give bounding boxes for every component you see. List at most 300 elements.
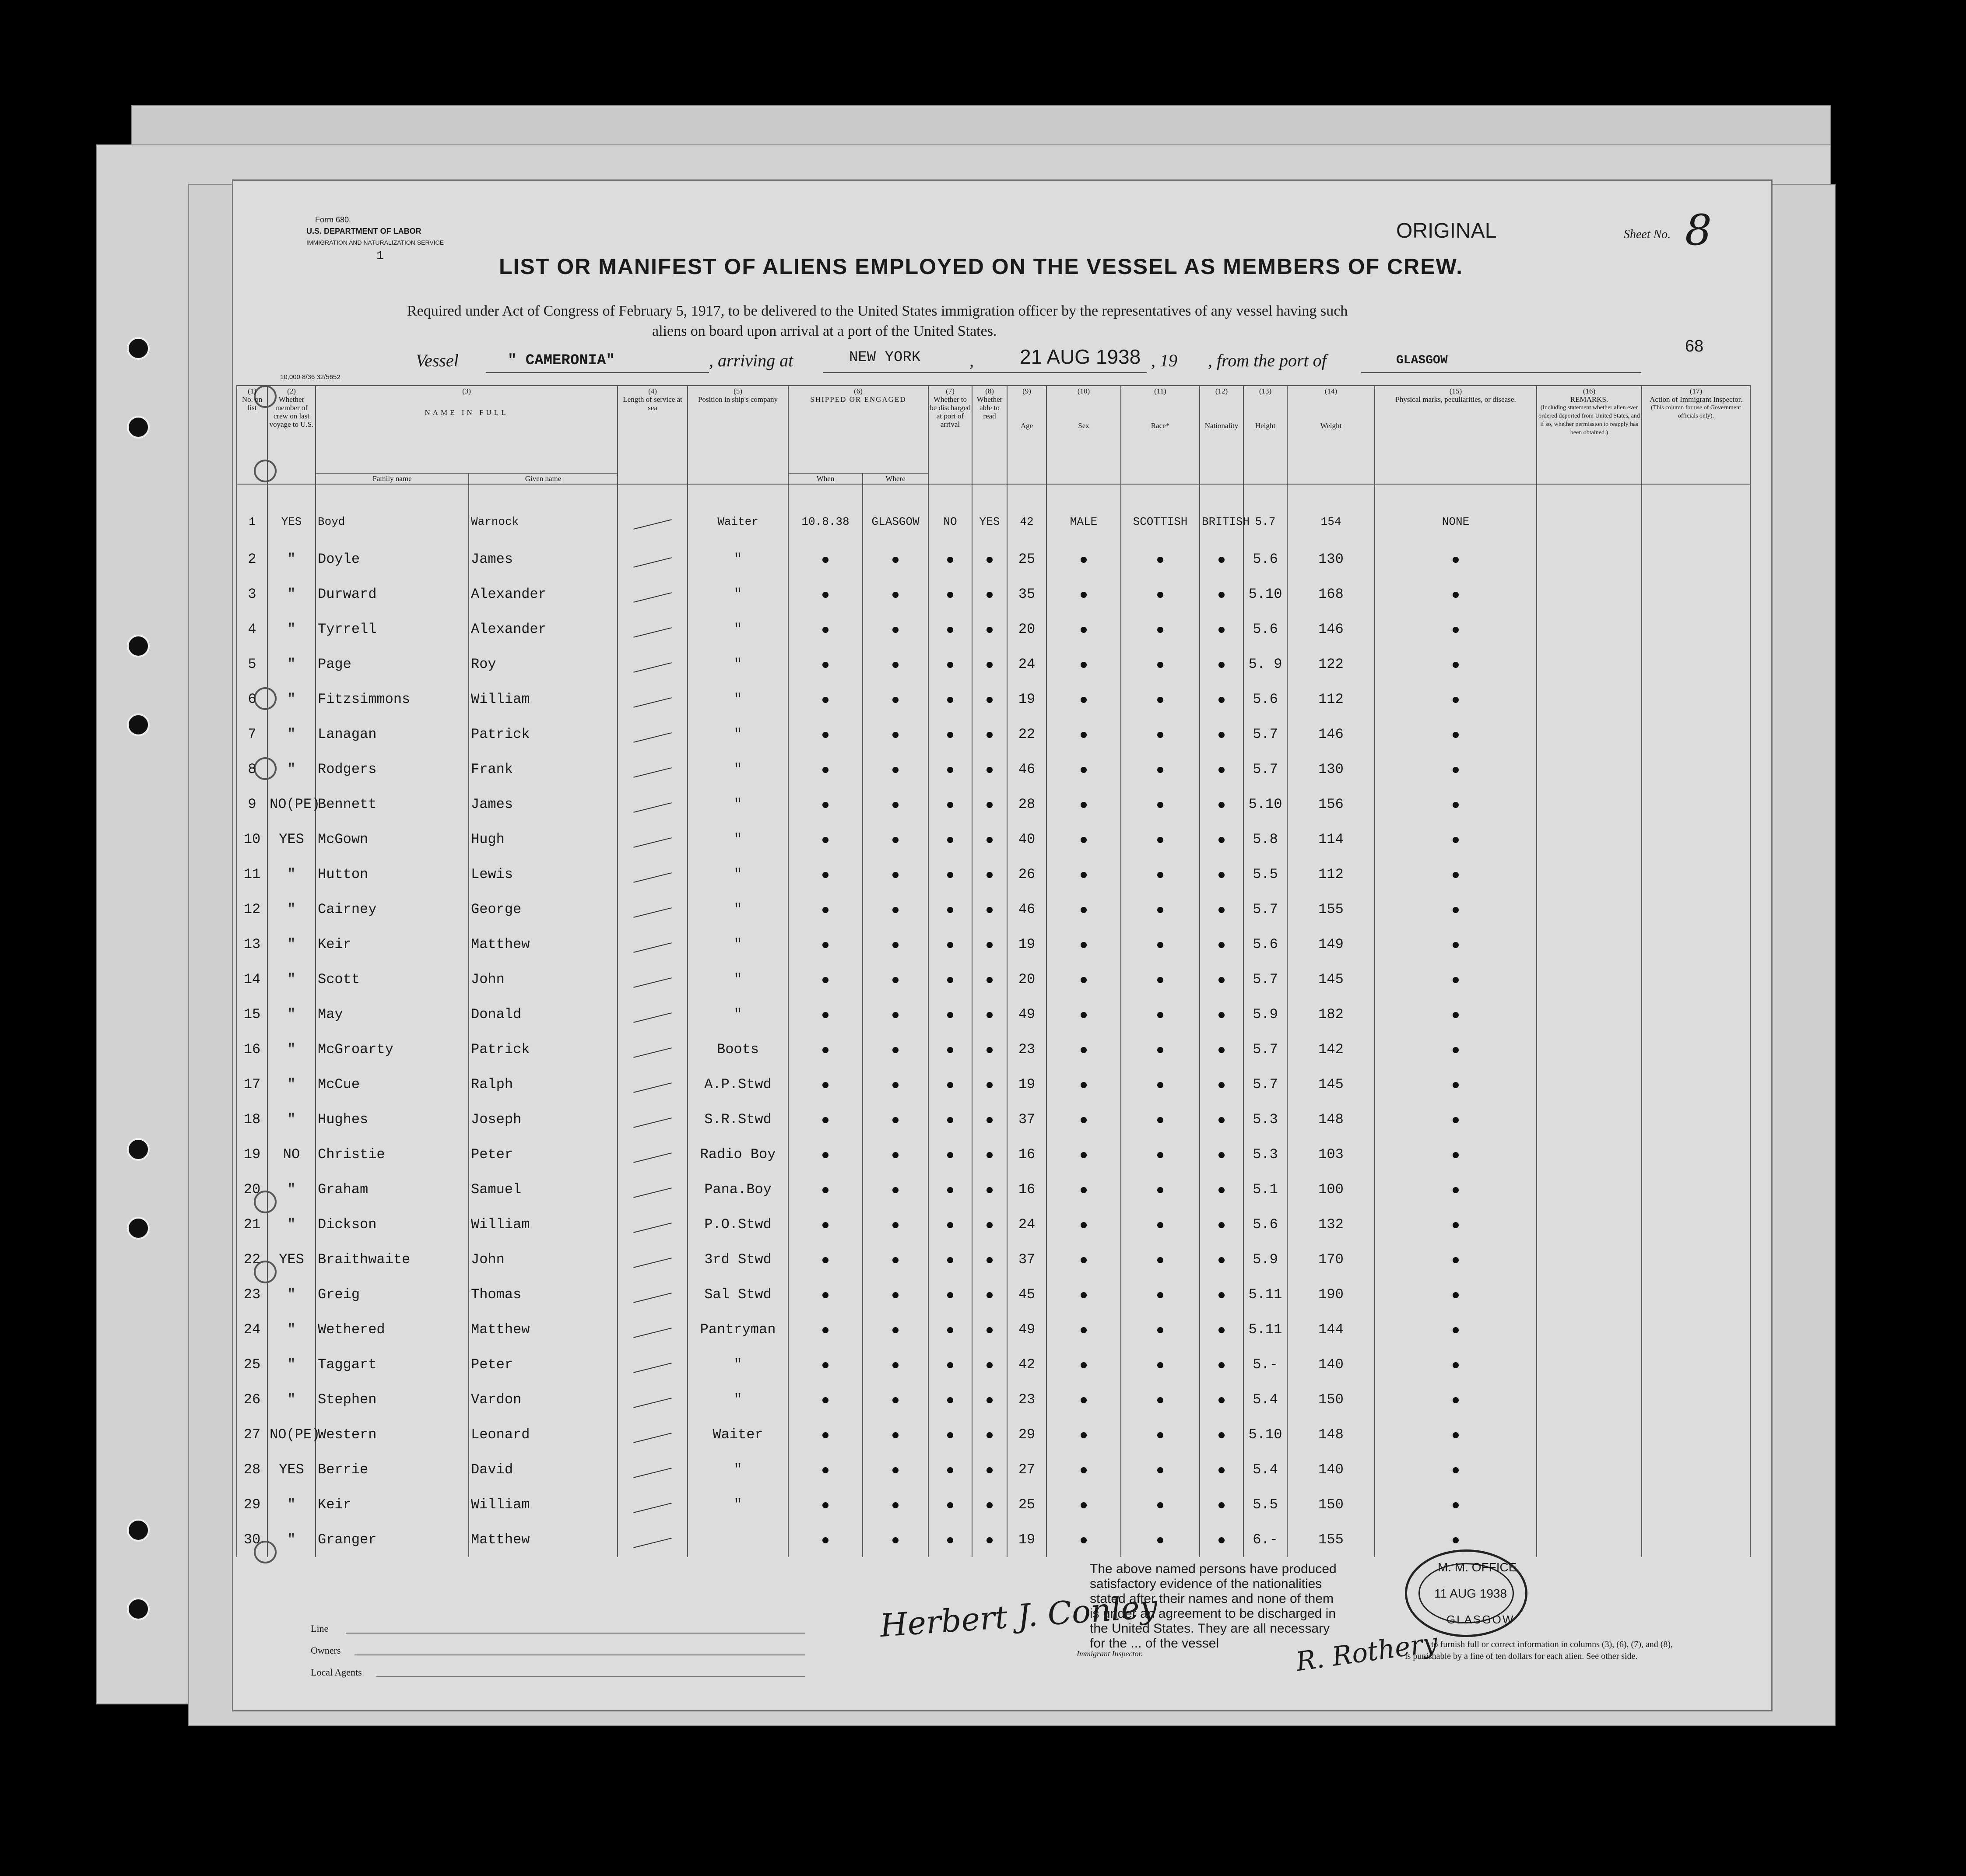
cell-read [972, 1137, 1007, 1172]
cell-age: 20 [1007, 611, 1046, 646]
cell-when [788, 1452, 863, 1487]
cell-physical-marks [1375, 1347, 1537, 1382]
ditto-dot [1453, 1397, 1459, 1403]
ditto-dot [1218, 837, 1225, 843]
cell-discharged [928, 1347, 972, 1382]
col-family-name-header: Family name [316, 473, 469, 484]
cell-physical-marks [1375, 1207, 1537, 1242]
ditto-dot [1453, 1537, 1459, 1543]
ditto-dot [1157, 837, 1163, 843]
cell-position: 3rd Stwd [688, 1242, 788, 1277]
cell-length [618, 646, 688, 682]
cell-discharged [928, 962, 972, 997]
cell-action [1642, 857, 1750, 892]
cell-prev-voyage: YES [267, 1452, 316, 1487]
cell-sex [1046, 1172, 1121, 1207]
cell-nationality [1200, 1487, 1243, 1522]
cell-sex [1046, 1242, 1121, 1277]
ditto-dot [892, 942, 899, 948]
ditto-dot [947, 942, 953, 948]
length-dash-mark [633, 557, 672, 568]
cell-height: 5.6 [1243, 927, 1287, 962]
ditto-dot [892, 1047, 899, 1053]
cell-no: 20 [237, 1172, 267, 1207]
cell-given-name: John [469, 962, 618, 997]
cell-read [972, 1487, 1007, 1522]
ditto-dot [892, 1222, 899, 1228]
cell-sex [1046, 1277, 1121, 1312]
crew-row [237, 1207, 1750, 1242]
cell-nationality [1200, 1417, 1243, 1452]
length-dash-mark [633, 1503, 672, 1513]
cell-when [788, 1172, 863, 1207]
cell-position: Waiter [688, 484, 788, 541]
cell-when [788, 857, 863, 892]
cell-no: 18 [237, 1102, 267, 1137]
cell-race [1121, 892, 1200, 927]
ditto-dot [1453, 1467, 1459, 1473]
cell-physical-marks [1375, 1382, 1537, 1417]
crew-row [237, 752, 1750, 787]
cell-position: " [688, 541, 788, 576]
cell-nationality [1200, 752, 1243, 787]
cell-read [972, 787, 1007, 822]
cell-discharged [928, 682, 972, 717]
cell-action [1642, 1207, 1750, 1242]
cell-given-name: Alexander [469, 576, 618, 611]
cell-action [1642, 1417, 1750, 1452]
cell-when [788, 1032, 863, 1067]
cell-height: 5.6 [1243, 682, 1287, 717]
col-nationality-header: (12) Nationality [1200, 386, 1243, 484]
cell-race [1121, 611, 1200, 646]
cell-nationality [1200, 717, 1243, 752]
form-number: Form 680. [315, 215, 351, 224]
cell-height: 5.7 [1243, 717, 1287, 752]
ditto-dot [822, 1257, 829, 1263]
cell-length [618, 1172, 688, 1207]
cell-weight: 112 [1287, 682, 1375, 717]
cell-age: 19 [1007, 1067, 1046, 1102]
cell-length [618, 1452, 688, 1487]
cell-nationality [1200, 822, 1243, 857]
cell-where [863, 962, 928, 997]
ditto-dot [1157, 1187, 1163, 1193]
ditto-dot [1453, 1222, 1459, 1228]
ditto-dot [1157, 767, 1163, 773]
cell-discharged [928, 857, 972, 892]
ditto-dot [1218, 1047, 1225, 1053]
ditto-dot [1081, 557, 1087, 563]
cell-prev-voyage: " [267, 682, 316, 717]
ditto-dot [987, 697, 993, 703]
cell-where [863, 1172, 928, 1207]
cell-no: 26 [237, 1382, 267, 1417]
cell-no: 6 [237, 682, 267, 717]
ditto-dot [822, 1397, 829, 1403]
cell-where [863, 997, 928, 1032]
cell-action [1642, 1312, 1750, 1347]
cell-no: 22 [237, 1242, 267, 1277]
cell-weight: 150 [1287, 1382, 1375, 1417]
crew-row [237, 1137, 1750, 1172]
cell-given-name: James [469, 541, 618, 576]
department: U.S. DEPARTMENT OF LABOR [306, 227, 421, 235]
cell-when [788, 1102, 863, 1137]
cell-race [1121, 1067, 1200, 1102]
cell-physical-marks [1375, 822, 1537, 857]
cell-weight: 150 [1287, 1487, 1375, 1522]
cell-prev-voyage: " [267, 1347, 316, 1382]
cell-family-name: Durward [316, 576, 469, 611]
cell-sex [1046, 1312, 1121, 1347]
ditto-dot [892, 907, 899, 913]
cell-where [863, 646, 928, 682]
ditto-dot [892, 662, 899, 668]
cell-age: 16 [1007, 1172, 1046, 1207]
ditto-dot [947, 1152, 953, 1158]
arriving-comma: , [969, 351, 974, 370]
ditto-dot [1081, 1187, 1087, 1193]
ditto-dot [1453, 1257, 1459, 1263]
ditto-dot [1081, 1117, 1087, 1123]
crew-manifest-table [236, 385, 1751, 1557]
ditto-dot [1157, 1432, 1163, 1438]
ditto-dot [892, 1117, 899, 1123]
ditto-dot [892, 1152, 899, 1158]
cell-physical-marks [1375, 1067, 1537, 1102]
cell-sex [1046, 717, 1121, 752]
ditto-dot [947, 1362, 953, 1368]
cell-family-name: Braithwaite [316, 1242, 469, 1277]
cell-height: 5.10 [1243, 787, 1287, 822]
cell-read [972, 1452, 1007, 1487]
cell-physical-marks [1375, 892, 1537, 927]
crew-row [237, 927, 1750, 962]
cell-family-name: Greig [316, 1277, 469, 1312]
cell-age: 19 [1007, 927, 1046, 962]
cell-physical-marks [1375, 927, 1537, 962]
cell-position: A.P.Stwd [688, 1067, 788, 1102]
cell-nationality [1200, 1452, 1243, 1487]
cell-family-name: Dickson [316, 1207, 469, 1242]
cell-no: 8 [237, 752, 267, 787]
cell-weight: 148 [1287, 1102, 1375, 1137]
cell-age: 46 [1007, 752, 1046, 787]
ditto-dot [1218, 732, 1225, 738]
cell-family-name: Western [316, 1417, 469, 1452]
ditto-dot [822, 1082, 829, 1088]
cell-given-name: John [469, 1242, 618, 1277]
cell-discharged [928, 787, 972, 822]
cell-action [1642, 787, 1750, 822]
ditto-dot [1157, 1117, 1163, 1123]
cell-height: 5.1 [1243, 1172, 1287, 1207]
cell-physical-marks [1375, 787, 1537, 822]
cell-remarks [1537, 997, 1642, 1032]
cell-weight: 146 [1287, 717, 1375, 752]
ditto-dot [822, 1222, 829, 1228]
cell-sex [1046, 576, 1121, 611]
ditto-dot [1081, 1257, 1087, 1263]
ditto-dot [1081, 1152, 1087, 1158]
certification-line-3: stated after their names and none of them [1090, 1591, 1334, 1606]
ditto-dot [1218, 942, 1225, 948]
ditto-dot [1218, 1257, 1225, 1263]
cell-age: 37 [1007, 1102, 1046, 1137]
cell-read [972, 822, 1007, 857]
cell-prev-voyage: " [267, 611, 316, 646]
col-weight-header: (14) Weight [1287, 386, 1375, 484]
cell-weight: 154 [1287, 484, 1375, 541]
cell-family-name: Taggart [316, 1347, 469, 1382]
cell-action [1642, 717, 1750, 752]
cell-position: " [688, 1487, 788, 1522]
ditto-dot [947, 1502, 953, 1508]
cell-given-name: Peter [469, 1347, 618, 1382]
cell-height: 5.7 [1243, 892, 1287, 927]
cell-read [972, 927, 1007, 962]
cell-read: YES [972, 484, 1007, 541]
cell-nationality [1200, 1067, 1243, 1102]
cell-no: 30 [237, 1522, 267, 1557]
crew-row [237, 1522, 1750, 1557]
cell-race [1121, 1522, 1200, 1557]
ditto-dot [1218, 627, 1225, 633]
cell-where [863, 1067, 928, 1102]
cell-when [788, 822, 863, 857]
cell-given-name: Frank [469, 752, 618, 787]
cell-sex [1046, 997, 1121, 1032]
crew-row [237, 962, 1750, 997]
cell-weight: 140 [1287, 1347, 1375, 1382]
ditto-dot [987, 1222, 993, 1228]
cell-given-name: Peter [469, 1137, 618, 1172]
cell-sex [1046, 927, 1121, 962]
cell-when: 10.8.38 [788, 484, 863, 541]
cell-discharged [928, 717, 972, 752]
col-age-header: (9) Age [1007, 386, 1046, 484]
certification-line-6: for the ... of the vessel [1090, 1636, 1219, 1651]
cell-when [788, 892, 863, 927]
cell-length [618, 1522, 688, 1557]
ditto-dot [947, 627, 953, 633]
cell-nationality [1200, 682, 1243, 717]
cell-height: 5.9 [1243, 997, 1287, 1032]
cell-read [972, 1067, 1007, 1102]
ditto-dot [1453, 1117, 1459, 1123]
ditto-dot [892, 1397, 899, 1403]
ditto-dot [1453, 1362, 1459, 1368]
binder-hole [127, 337, 150, 360]
cell-prev-voyage: " [267, 1382, 316, 1417]
cell-physical-marks [1375, 1137, 1537, 1172]
cell-where [863, 1347, 928, 1382]
cell-given-name: Donald [469, 997, 618, 1032]
ditto-dot [947, 1012, 953, 1018]
cell-age: 45 [1007, 1277, 1046, 1312]
length-dash-mark [633, 697, 672, 708]
cell-action [1642, 611, 1750, 646]
cell-no: 9 [237, 787, 267, 822]
ditto-dot [1453, 627, 1459, 633]
cell-discharged [928, 1487, 972, 1522]
cell-height: 5.8 [1243, 822, 1287, 857]
cell-position: " [688, 752, 788, 787]
cell-position: " [688, 822, 788, 857]
cell-family-name: May [316, 997, 469, 1032]
cell-action [1642, 646, 1750, 682]
ditto-dot [892, 732, 899, 738]
cell-discharged [928, 1207, 972, 1242]
ditto-dot [892, 1327, 899, 1333]
ditto-dot [822, 942, 829, 948]
cell-age: 26 [1007, 857, 1046, 892]
cell-when [788, 787, 863, 822]
col-discharged-header: (7) Whether to be discharged at port of arrival [928, 386, 972, 484]
cell-height: 5.10 [1243, 576, 1287, 611]
ditto-dot [987, 1467, 993, 1473]
cell-position: Pantryman [688, 1312, 788, 1347]
ditto-dot [1218, 1012, 1225, 1018]
ditto-dot [1081, 1222, 1087, 1228]
crew-row [237, 646, 1750, 682]
cell-position: S.R.Stwd [688, 1102, 788, 1137]
cell-when [788, 1067, 863, 1102]
cell-length [618, 822, 688, 857]
length-dash-mark [633, 1468, 672, 1478]
cell-no: 7 [237, 717, 267, 752]
ditto-dot [892, 977, 899, 983]
cell-remarks [1537, 1487, 1642, 1522]
penalty-line-1: to furnish full or correct information in columns (3), (6), (7), and (8), [1431, 1640, 1673, 1649]
cell-family-name: Christie [316, 1137, 469, 1172]
length-dash-mark [633, 1433, 672, 1443]
cell-length [618, 1487, 688, 1522]
cell-prev-voyage: " [267, 1102, 316, 1137]
ditto-dot [987, 1257, 993, 1263]
ditto-dot [987, 1537, 993, 1543]
ditto-dot [1081, 592, 1087, 598]
cell-race: SCOTTISH [1121, 484, 1200, 541]
cell-when [788, 1522, 863, 1557]
cell-age: 25 [1007, 541, 1046, 576]
cell-age: 49 [1007, 1312, 1046, 1347]
cell-discharged [928, 1522, 972, 1557]
ditto-dot [947, 1327, 953, 1333]
cell-nationality [1200, 1522, 1243, 1557]
cell-action [1642, 997, 1750, 1032]
cell-where [863, 787, 928, 822]
cell-remarks [1537, 892, 1642, 927]
cell-race [1121, 1382, 1200, 1417]
cell-weight: 130 [1287, 752, 1375, 787]
cell-age: 40 [1007, 822, 1046, 857]
cell-family-name: Boyd [316, 484, 469, 541]
ditto-dot [1218, 907, 1225, 913]
cell-action [1642, 1382, 1750, 1417]
cell-prev-voyage: " [267, 752, 316, 787]
cell-remarks [1537, 1347, 1642, 1382]
ditto-dot [947, 1082, 953, 1088]
cell-family-name: Scott [316, 962, 469, 997]
cell-position: " [688, 927, 788, 962]
cell-remarks [1537, 1032, 1642, 1067]
ditto-dot [987, 627, 993, 633]
crew-row [237, 1102, 1750, 1137]
cell-nationality [1200, 787, 1243, 822]
certification-line-2: satisfactory evidence of the nationalities [1090, 1577, 1322, 1591]
cell-when [788, 1242, 863, 1277]
cell-where [863, 1137, 928, 1172]
cell-no: 16 [237, 1032, 267, 1067]
cell-given-name: Vardon [469, 1382, 618, 1417]
cell-physical-marks [1375, 962, 1537, 997]
cell-given-name: William [469, 1487, 618, 1522]
cell-when [788, 717, 863, 752]
ditto-dot [1157, 592, 1163, 598]
cell-length [618, 1347, 688, 1382]
cell-action [1642, 1102, 1750, 1137]
cell-nationality [1200, 1347, 1243, 1382]
ditto-dot [1157, 872, 1163, 878]
ditto-dot [947, 802, 953, 808]
cell-remarks [1537, 927, 1642, 962]
ditto-dot [1218, 1082, 1225, 1088]
cell-read [972, 682, 1007, 717]
cell-length [618, 1242, 688, 1277]
cell-prev-voyage: " [267, 1207, 316, 1242]
cell-remarks [1537, 787, 1642, 822]
cell-action [1642, 1487, 1750, 1522]
year-suffix: , 19 [1151, 351, 1177, 370]
cell-given-name: Patrick [469, 717, 618, 752]
length-dash-mark [633, 907, 672, 918]
cell-sex [1046, 752, 1121, 787]
ditto-dot [892, 872, 899, 878]
cell-position: " [688, 1382, 788, 1417]
cell-position: P.O.Stwd [688, 1207, 788, 1242]
cell-prev-voyage: " [267, 927, 316, 962]
cell-sex: MALE [1046, 484, 1121, 541]
cell-length [618, 1312, 688, 1347]
ditto-dot [987, 837, 993, 843]
ditto-dot [1453, 1327, 1459, 1333]
cell-given-name: Matthew [469, 927, 618, 962]
cell-weight: 144 [1287, 1312, 1375, 1347]
cell-age: 19 [1007, 682, 1046, 717]
cell-prev-voyage: " [267, 962, 316, 997]
cell-position: " [688, 997, 788, 1032]
ditto-dot [822, 977, 829, 983]
cell-length [618, 927, 688, 962]
arriving-port: NEW YORK [849, 349, 921, 366]
cell-weight: 182 [1287, 997, 1375, 1032]
ditto-dot [1453, 1502, 1459, 1508]
cell-action [1642, 1452, 1750, 1487]
cell-sex [1046, 1032, 1121, 1067]
ditto-dot [1157, 1222, 1163, 1228]
cell-given-name: Matthew [469, 1312, 618, 1347]
cell-no: 5 [237, 646, 267, 682]
cell-age: 28 [1007, 787, 1046, 822]
cell-where [863, 541, 928, 576]
cell-where [863, 1277, 928, 1312]
cell-discharged [928, 752, 972, 787]
cell-when [788, 646, 863, 682]
cell-age: 24 [1007, 646, 1046, 682]
cell-position: " [688, 1347, 788, 1382]
